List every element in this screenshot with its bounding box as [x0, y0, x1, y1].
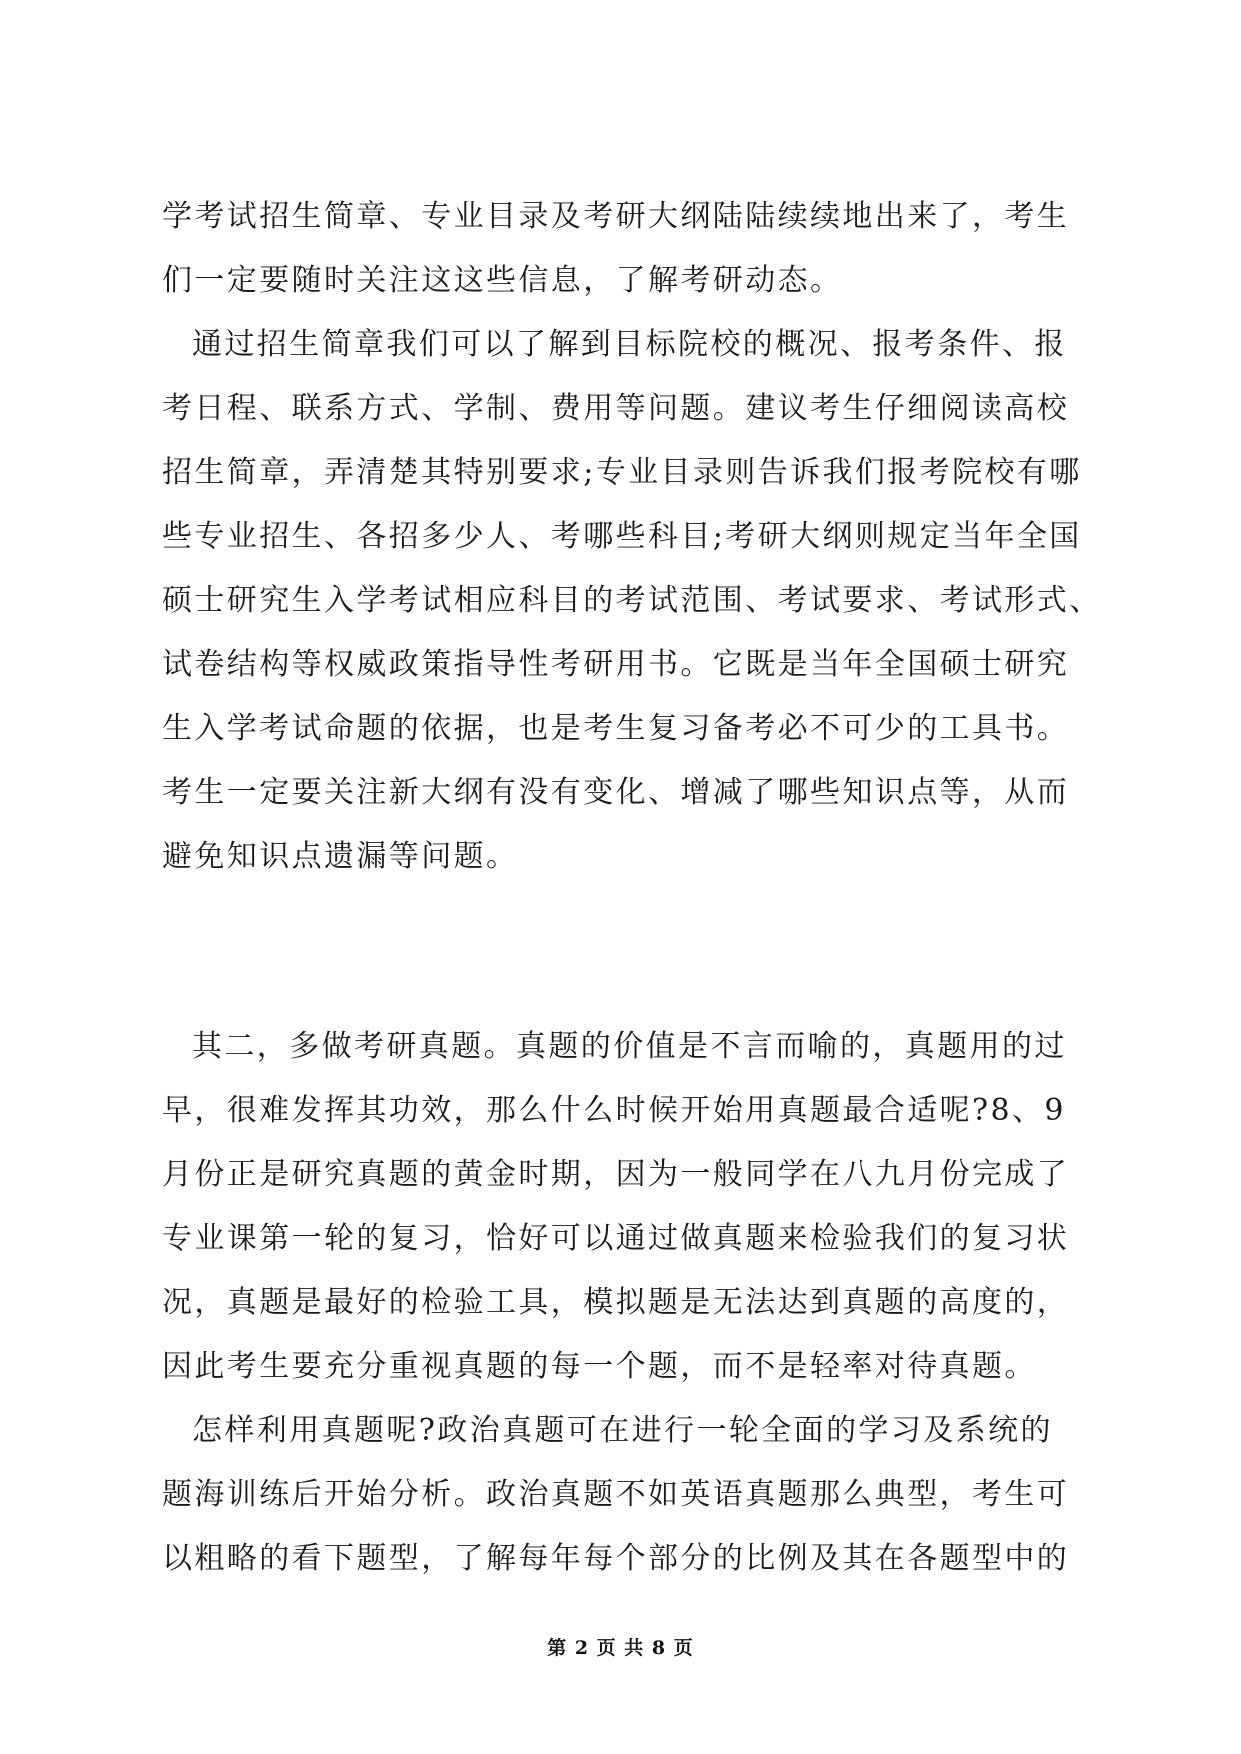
text-line: 题海训练后开始分析。政治真题不如英语真题那么典型，考生可 — [162, 1477, 1070, 1512]
text-line: 避免知识点遗漏等问题。 — [162, 839, 519, 874]
text-line: 月份正是研究真题的黄金时期，因为一般同学在八九月份完成了 — [162, 1157, 1070, 1192]
paragraph-3 — [162, 1015, 1092, 1399]
text-line: 早，很难发挥其功效，那么什么时候开始用真题最合适呢?8、9 — [162, 1093, 1066, 1128]
text-line: 些专业招生、各招多少人、考哪些科目;考研大纲则规定当年全国 — [162, 519, 1082, 554]
text-line: 生入学考试命题的依据，也是考生复习备考必不可少的工具书。 — [162, 711, 1070, 746]
paragraph-2 — [162, 313, 1102, 889]
text-line: 学考试招生简章、专业目录及考研大纲陆陆续续地出来了，考生 — [162, 199, 1070, 234]
text-line: 们一定要随时关注这这些信息，了解考研动态。 — [162, 263, 843, 298]
text-line: 硕士研究生入学考试相应科目的考试范围、考试要求、考试形式、 — [162, 583, 1102, 618]
text-line: 试卷结构等权威政策指导性考研用书。它既是当年全国硕士研究 — [162, 647, 1070, 682]
paragraph-4 — [162, 1399, 1092, 1591]
text-line: 专业课第一轮的复习，恰好可以通过做真题来检验我们的复习状 — [162, 1221, 1070, 1256]
text-line: 况，真题是最好的检验工具，模拟题是无法达到真题的高度的， — [162, 1285, 1070, 1320]
text-line: 招生简章，弄清楚其特别要求;专业目录则告诉我们报考院校有哪 — [162, 455, 1082, 490]
text-line: 怎样利用真题呢?政治真题可在进行一轮全面的学习及系统的 — [192, 1413, 1053, 1448]
text-line: 因此考生要充分重视真题的每一个题，而不是轻率对待真题。 — [162, 1349, 1037, 1384]
paragraph-1 — [162, 185, 1092, 313]
text-line: 其二，多做考研真题。真题的价值是不言而喻的，真题用的过 — [192, 1029, 1067, 1064]
page-number-footer: 第 2 页 共 8 页 — [547, 1637, 694, 1659]
body-text — [162, 185, 1102, 1591]
text-line: 以粗略的看下题型，了解每年每个部分的比例及其在各题型中的 — [162, 1541, 1070, 1576]
text-line: 考生一定要关注新大纲有没有变化、增减了哪些知识点等，从而 — [162, 775, 1070, 810]
text-line: 通过招生简章我们可以了解到目标院校的概况、报考条件、报 — [192, 327, 1067, 362]
paragraph-spacer — [162, 889, 1092, 1015]
text-line: 考日程、联系方式、学制、费用等问题。建议考生仔细阅读高校 — [162, 391, 1070, 426]
